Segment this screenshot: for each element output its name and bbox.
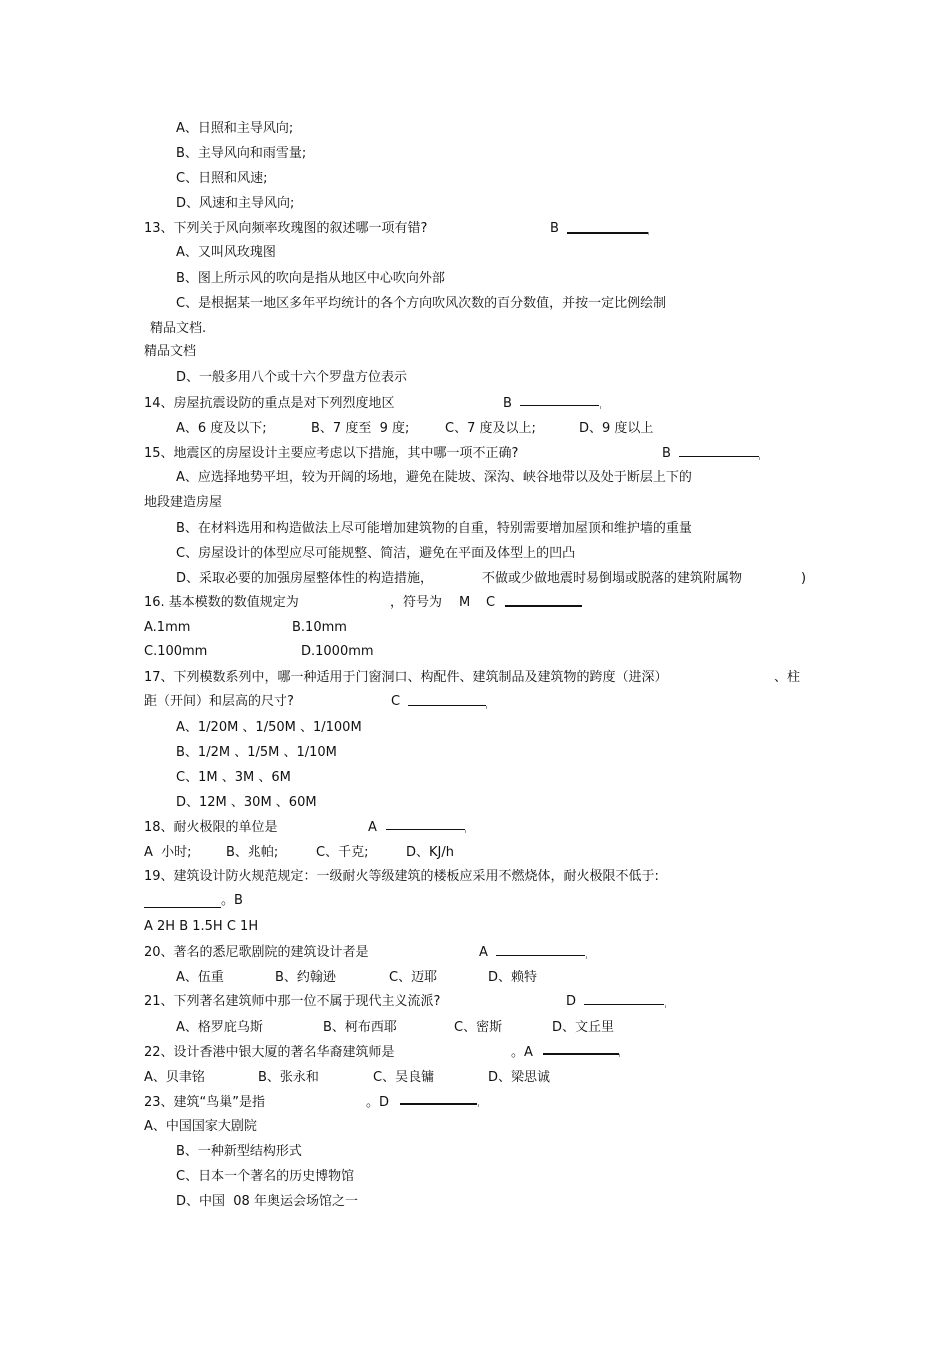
option-line-tail: 不做或少做地震时易倒塌或脱落的建筑附属物 [482, 571, 743, 586]
question-17-part: 、柱 [774, 670, 801, 685]
option-line: A、1/20M 、1/50M 、1/100M [176, 720, 362, 735]
option-c: C、7 度及以上; [445, 421, 536, 436]
option-line: B、图上所示风的吹向是指从地区中心吹向外部 [176, 271, 445, 286]
option-c: C、迈耶 [389, 970, 438, 985]
answer-20: A [479, 945, 488, 960]
answer-blank [567, 232, 648, 234]
answer-blank [505, 605, 582, 607]
question-16: 16. 基本模数的数值规定为 [144, 595, 299, 610]
question-17-continued: 距（开间）和层高的尺寸? [144, 694, 294, 709]
option-line-continued: 地段建造房屋 [144, 495, 223, 510]
question-16-part: ，符号为 [390, 595, 443, 610]
option-line: C、日照和风速; [176, 171, 268, 186]
blank-tick [478, 1104, 479, 1107]
answer-19: 。B [221, 893, 243, 908]
question-22: 22、设计香港中银大厦的著名华裔建筑师是 [144, 1045, 395, 1060]
blank-tick [465, 830, 466, 833]
option-line: A、日照和主导风向; [176, 121, 294, 136]
option-d: D、KJ/h [406, 845, 454, 860]
answer-blank [543, 1053, 619, 1055]
option-b: B、柯布西耶 [323, 1020, 397, 1035]
question-19: 19、建筑设计防火规范规定：一级耐火等级建筑的楼板应采用不燃烧体，耐火极限不低于: [144, 869, 659, 884]
answer-blank [144, 907, 221, 908]
closing-paren: ) [801, 571, 807, 586]
option-line: C、日本一个著名的历史博物馆 [176, 1169, 355, 1184]
blank-tick [486, 706, 487, 709]
blank-tick [759, 457, 760, 460]
blank-tick [648, 232, 649, 235]
option-d: D、9 度以上 [579, 421, 654, 436]
question-15: 15、地震区的房屋设计主要应考虑以下措施，其中哪一项不正确? [144, 446, 519, 461]
options-19: A 2H B 1.5H C 1H [144, 919, 259, 934]
option-b: B、张永和 [258, 1070, 319, 1085]
option-line: D、风速和主导风向; [176, 196, 295, 211]
option-c: C、密斯 [454, 1020, 503, 1035]
option-b: B、7 度至 9 度; [311, 421, 410, 436]
watermark-text: 精品文档. [150, 321, 207, 336]
answer-21: D [566, 994, 577, 1009]
option-a: A.1mm [144, 620, 191, 635]
option-b: B.10mm [292, 620, 347, 635]
question-13: 13、下列关于风向频率玫瑰图的叙述哪一项有错? [144, 221, 428, 236]
option-line: B、主导风向和雨雪量; [176, 146, 307, 161]
option-b: B、兆帕; [226, 845, 279, 860]
option-a: A、6 度及以下; [176, 421, 267, 436]
answer-blank [496, 955, 585, 956]
option-line: D、一般多用八个或十六个罗盘方位表示 [176, 370, 408, 385]
option-line: C、是根据某一地区多年平均统计的各个方向吹风次数的百分数值，并按一定比例绘制 [176, 296, 667, 311]
option-c: C、吴良镛 [373, 1070, 435, 1085]
option-line: B、在材料选用和构造做法上尽可能增加建筑物的自重，特别需要增加屋顶和维护墙的重量 [176, 521, 692, 536]
option-a: A、格罗庇乌斯 [176, 1020, 263, 1035]
option-line: B、1/2M 、1/5M 、1/10M [176, 745, 337, 760]
watermark-text: 精品文档 [144, 344, 197, 359]
blank-tick [586, 956, 587, 959]
option-line: D、12M 、30M 、60M [176, 795, 317, 810]
option-b: B、约翰逊 [275, 970, 336, 985]
blank-tick [619, 1054, 620, 1057]
answer-23: 。D [366, 1095, 390, 1110]
option-line: D、中国 08 年奥运会场馆之一 [176, 1194, 358, 1209]
option-line: A、应选择地势平坦，较为开阔的场地，避免在陡坡、深沟、峡谷地带以及处于断层上下的 [176, 470, 692, 485]
question-21: 21、下列著名建筑师中那一位不属于现代主义流派? [144, 994, 441, 1009]
answer-blank [679, 456, 759, 457]
option-line: C、房屋设计的体型应尽可能规整、简洁，避免在平面及体型上的凹凸 [176, 546, 576, 561]
blank-tick [665, 1005, 666, 1008]
answer-14: B [503, 396, 512, 411]
option-line: A、又叫风玫瑰图 [176, 245, 276, 260]
question-18: 18、耐火极限的单位是 [144, 820, 278, 835]
answer-22: 。A [511, 1045, 533, 1060]
option-d: D.1000mm [301, 644, 374, 659]
question-17: 17、下列模数系列中，哪一种适用于门窗洞口、构配件、建筑制品及建筑物的跨度（进深） [144, 670, 668, 685]
answer-17: C [391, 694, 401, 709]
option-line: B、一种新型结构形式 [176, 1144, 302, 1159]
option-c: C.100mm [144, 644, 208, 659]
option-a: A、伍重 [176, 970, 224, 985]
option-a: A 小时; [144, 845, 192, 860]
option-c: C、千克; [316, 845, 369, 860]
option-line: D、采取必要的加强房屋整体性的构造措施， [176, 571, 434, 586]
answer-blank [520, 405, 599, 406]
answer-blank [400, 1103, 477, 1105]
blank-tick [600, 406, 601, 409]
option-line: A、中国国家大剧院 [144, 1119, 257, 1134]
option-d: D、梁思诚 [488, 1070, 551, 1085]
option-d: D、文丘里 [552, 1020, 615, 1035]
symbol-m: M [459, 595, 471, 610]
option-a: A、贝聿铭 [144, 1070, 205, 1085]
question-20: 20、著名的悉尼歌剧院的建筑设计者是 [144, 945, 369, 960]
answer-18: A [368, 820, 377, 835]
option-line: C、1M 、3M 、6M [176, 770, 291, 785]
answer-blank [408, 705, 486, 706]
answer-blank [584, 1004, 664, 1005]
answer-15: B [662, 446, 671, 461]
answer-13: B [550, 221, 559, 236]
question-23: 23、建筑“鸟巢”是指 [144, 1095, 266, 1110]
answer-16: C [486, 595, 496, 610]
answer-blank [386, 829, 465, 830]
option-d: D、赖特 [488, 970, 538, 985]
question-14: 14、房屋抗震设防的重点是对下列烈度地区 [144, 396, 395, 411]
